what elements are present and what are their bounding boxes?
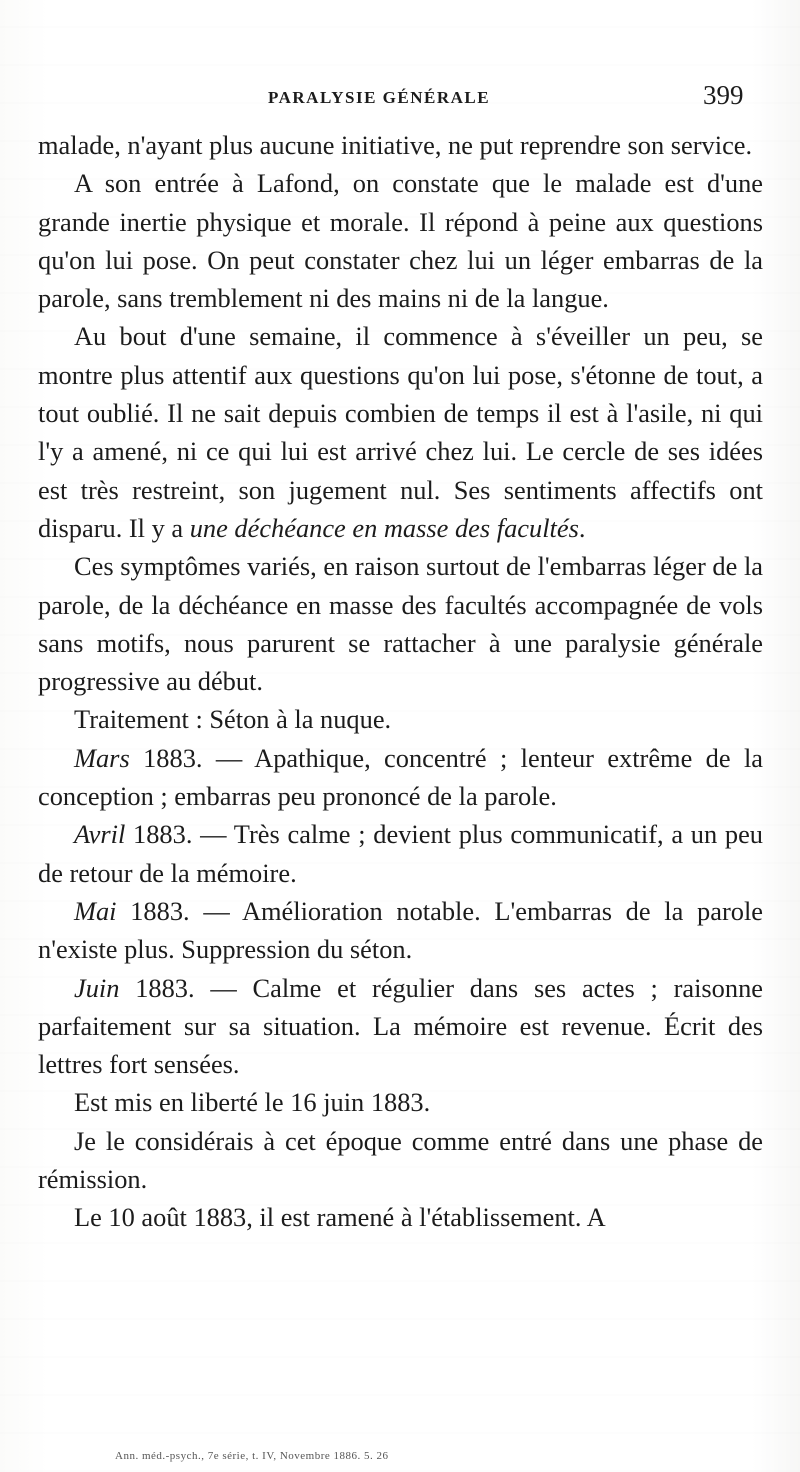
paragraph-text: Est mis en liberté le 16 juin 1883. [74, 1087, 431, 1118]
paragraph-text: 1883. — Très calme ; devient plus communicatif, a un peu de retour de la mémoire. [38, 819, 763, 888]
paragraph-june [38, 969, 763, 1084]
month-label: Mars [74, 742, 130, 773]
paragraph-symptoms [38, 547, 763, 700]
running-header [0, 80, 800, 116]
paragraph-remission [38, 1122, 763, 1199]
paragraph-week-later [38, 317, 763, 547]
paragraph-text: Je le considérais à cet époque comme entré dans une phase de rémission. [38, 1125, 763, 1195]
paragraph-march [38, 739, 763, 816]
paragraph-text: Au bout d'une semaine, il commence à s'éveiller un peu, se montre plus attentif aux questions qu'on lui pose, s'étonne de tout, a tout oublié. Il ne sait depuis combien de temps il est à l'asile, ni qui l'y a amené, ni ce qui lui est arrivé chez lui. Le cercle de ses idées est très restreint, son jugement nul. Ses sentiments affectifs ont disparu. Il y a [38, 321, 763, 543]
paragraph-return [38, 1198, 763, 1236]
emphasis-text: une déchéance en masse des facultés [189, 512, 579, 543]
paragraph-text: malade, n'ayant plus aucune initiative, ne put reprendre son service. [38, 130, 753, 160]
month-label: Mai [74, 895, 117, 926]
paragraph-text: Ces symptômes variés, en raison surtout de l'embarras léger de la parole, de la déchéance en masse des facultés accompagnée de vols sans motifs, nous parurent se rattacher à une paralysie générale progressive au début. [38, 551, 763, 697]
paragraph-release [38, 1083, 763, 1121]
paragraph-text: 1883. — Calme et régulier dans ses actes ; raisonne parfaitement sur sa situation. La mémoire est revenue. Écrit des lettres fort sensées. [38, 972, 763, 1080]
paragraph-text: 1883. — Amélioration notable. L'embarras de la parole n'existe plus. Suppression du séton. [38, 895, 763, 965]
month-label: Avril [74, 819, 126, 850]
paragraph-text: Le 10 août 1883, il est ramené à l'établissement. A [74, 1202, 606, 1233]
footer-signature-line: Ann. méd.-psych., 7e série, t. IV, Novembre 1886. 5. 26 [115, 1450, 389, 1462]
paragraph-text: 1883. — Apathique, concentré ; lenteur extrême de la conception ; embarras peu prononcé de la parole. [38, 742, 763, 812]
paragraph-admission [38, 164, 763, 317]
running-title: PARALYSIE GÉNÉRALE [268, 88, 491, 107]
paragraph-continuation [38, 126, 763, 164]
paragraph-text: Traitement : Séton à la nuque. [74, 704, 392, 735]
paragraph-april [38, 815, 763, 892]
paragraph-treatment [38, 700, 763, 738]
paragraph-may [38, 892, 763, 969]
paragraph-text: . [578, 512, 586, 543]
month-label: Juin [74, 972, 120, 1003]
page-number: 399 [703, 80, 744, 110]
body-text [38, 126, 763, 1237]
paragraph-text: A son entrée à Lafond, on constate que le malade est d'une grande inertie physique et morale. Il répond à peine aux questions qu'on lui pose. On peut constater chez lui un léger embarras de la parole, sans tremblement ni des mains ni de la langue. [38, 168, 763, 314]
